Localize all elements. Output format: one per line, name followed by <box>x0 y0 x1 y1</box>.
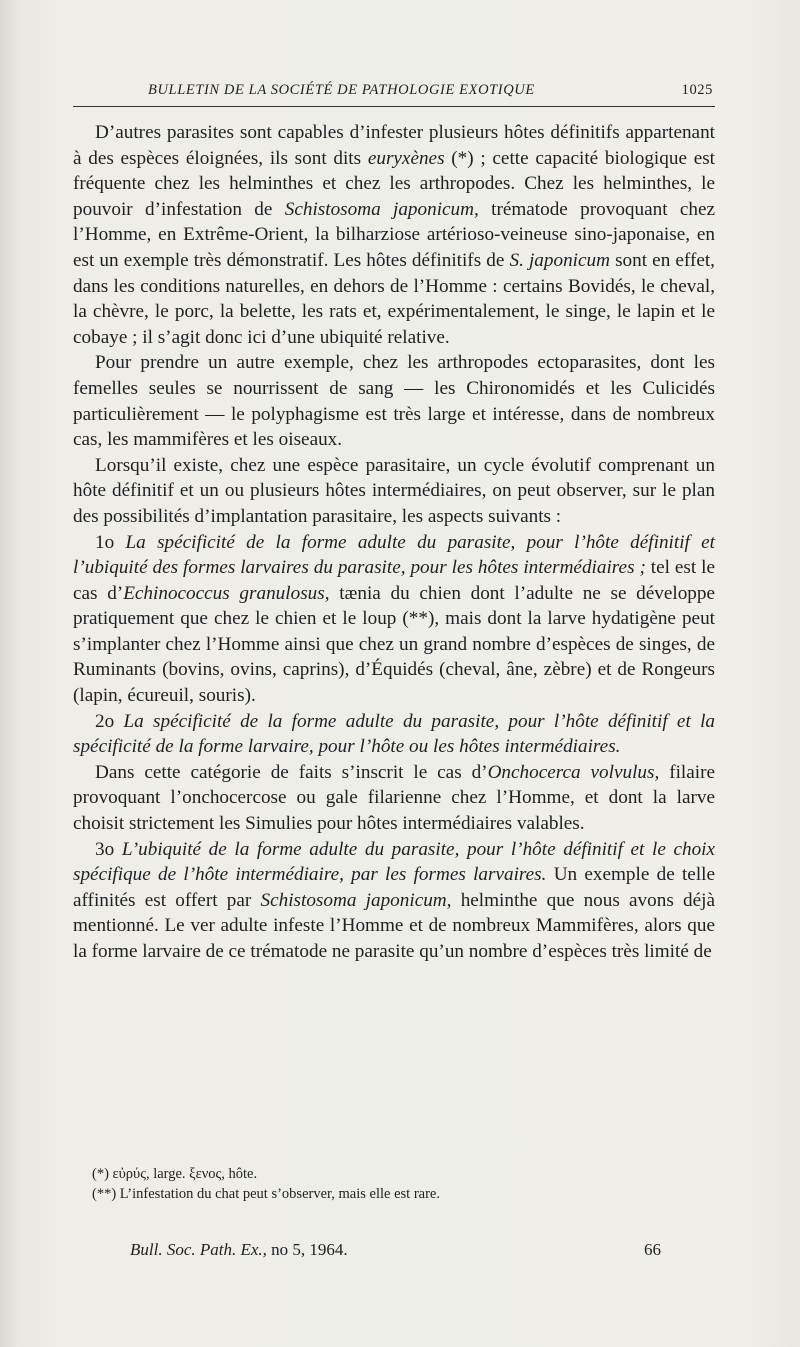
footnotes <box>92 1164 712 1204</box>
item-number-2: 2o <box>95 710 124 732</box>
footnote-1: (*) εὐρύς, large. ξενος, hôte. <box>92 1166 258 1182</box>
item-heading-1: La spécificité de la forme adulte du parasite, pour l’hôte définitif et l’ubiquité des formes larvaires du parasite, pour les hôtes intermédiaires ; <box>73 531 716 579</box>
journal-title: BULLETIN DE LA SOCIÉTÉ DE PATHOLOGIE EXOTIQUE <box>148 82 535 98</box>
item-heading-3: L’ubiquité de la forme adulte du parasite, pour l’hôte définitif et le choix spécifique de l’hôte intermédiaire, par les formes larvaires. <box>73 838 716 886</box>
item-number-3: 3o <box>95 838 122 860</box>
page-number: 1025 <box>681 82 713 98</box>
paragraph-4: 1o La spécificité de la forme adulte du parasite, pour l’hôte définitif et l’ubiquité des formes larvaires du parasite, pour les hôtes intermédiaires ; tel est le cas d’Echinococcus granulosus, tænia du chien dont l’adulte ne se développe pratiquement que chez le chien et le loup (**), mais dont la larve hydatigène peut s’implanter chez l’Homme ainsi que chez un grand nombre d’espèces de singes, de Ruminants (bovins, ovins, caprins), d’Équidés (cheval, âne, zèbre) et de Rongeurs (lapin, écureuil, souris). <box>73 531 716 707</box>
paragraph-1: D’autres parasites sont capables d’infester plusieurs hôtes définitifs appartenant à des espèces éloignées, ils sont dits euryxènes (*) ; cette capacité biologique est fréquente chez les helminthes et chez les arthropodes. Chez les helminthes, le pouvoir d’infestation de Schistosoma japonicum, trématode provoquant chez l’Homme, en Extrême-Orient, la bilharziose artérioso-veineuse sino-japonaise, en est un exemple très démonstratif. Les hôtes définitifs de S. japonicum sont en effet, dans les conditions naturelles, en dehors de l’Homme : certains Bovidés, le cheval, la chèvre, le porc, la belette, les rats et, expérimentalement, le singe, le lapin et le cobaye ; il s’agit donc ici d’une ubiquité relative. <box>73 122 716 348</box>
item-number-1: 1o <box>95 531 126 553</box>
paragraph-5 <box>73 709 715 760</box>
journal-citation: Bull. Soc. Path. Ex., no 5, 1964. <box>130 1240 348 1259</box>
paragraph-2: Pour prendre un autre exemple, chez les arthropodes ectoparasites, dont les femelles seules se nourrissent de sang — les Chironomidés et les Culicidés particulièrement — le polyphagisme est très large et intéresse, dans de nombreux cas, les mammifères et les oiseaux. <box>73 352 715 451</box>
footnote-2: (**) L’infestation du chat peut s’observer, mais elle est rare. <box>92 1186 440 1202</box>
header-rule <box>73 106 715 107</box>
paragraph-6: Dans cette catégorie de faits s’inscrit le cas d’Onchocerca volvulus, filaire provoquant l’onchocercose ou gale filarienne chez l’Homme, et dont la larve choisit strictement les Simulies pour hôtes intermédiaires valables. <box>73 761 715 835</box>
article-body <box>73 120 715 965</box>
item-heading-2: La spécificité de la forme adulte du parasite, pour l’hôte définitif et la spécificité de la forme larvaire, pour l’hôte ou les hôtes intermédiaires. <box>73 710 715 758</box>
signature-number: 66 <box>644 1240 661 1259</box>
paragraph-7: 3o L’ubiquité de la forme adulte du parasite, pour l’hôte définitif et le choix spécifique de l’hôte intermédiaire, par les formes larvaires. Un exemple de telle affinités est offert par Schistosoma japonicum, helminthe que nous avons déjà mentionné. Le ver adulte infeste l’Homme et de nombreux Mammifères, alors que la forme larvaire de ce trématode ne parasite qu’un nombre d’espèces très limité de <box>73 838 716 962</box>
paragraph-3: Lorsqu’il existe, chez une espèce parasitaire, un cycle évolutif comprenant un hôte définitif et un ou plusieurs hôtes intermédiaires, on peut observer, sur le plan des possibilités d’implantation parasitaire, les aspects suivants : <box>73 454 715 527</box>
